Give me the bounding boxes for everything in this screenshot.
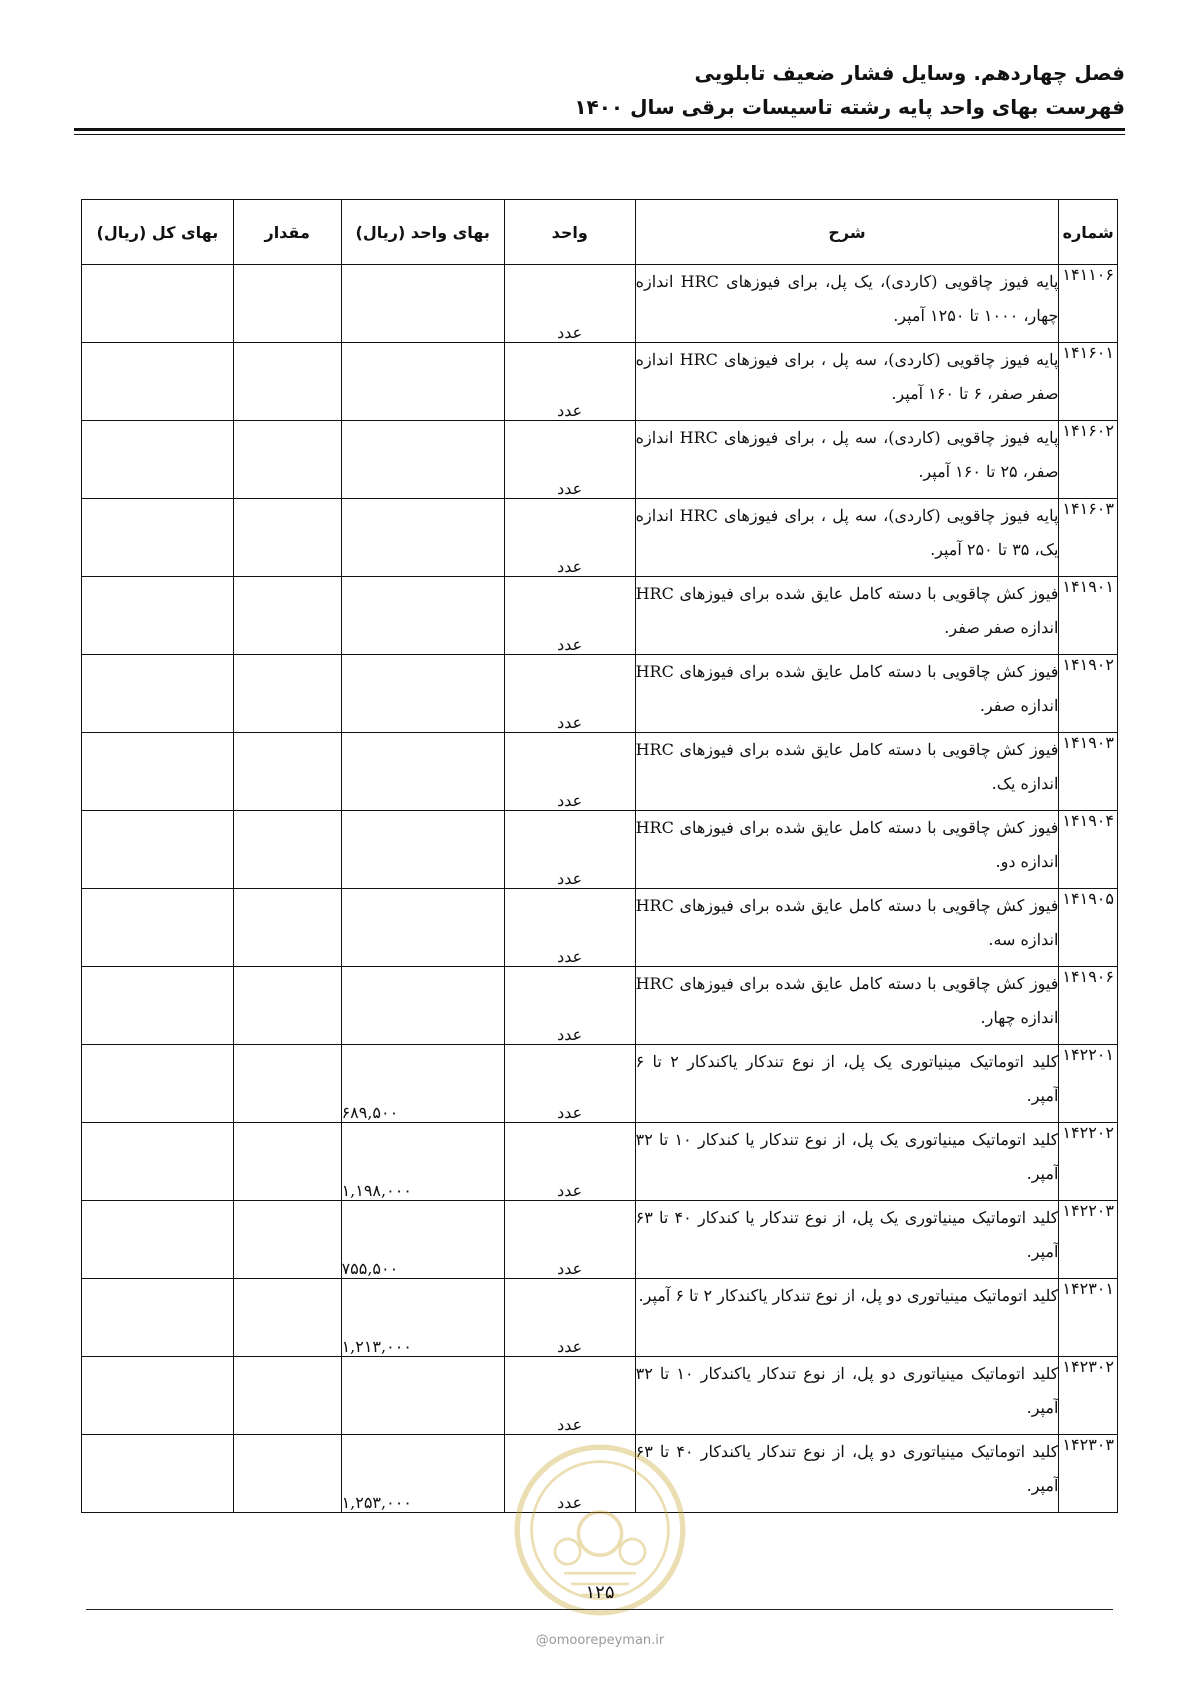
row-code: ۱۴۱۱۰۶ [1059, 265, 1118, 343]
row-code: ۱۴۱۹۰۲ [1059, 655, 1118, 733]
row-description: کلید اتوماتیک مینیاتوری یک پل، از نوع تندکار یا کندکار ۱۰ تا ۳۲ آمپر. [635, 1123, 1059, 1201]
table-row [82, 499, 1118, 577]
row-code: ۱۴۱۶۰۳ [1059, 499, 1118, 577]
row-unit: عدد [504, 1279, 635, 1357]
row-unit-price [341, 343, 504, 421]
row-unit: عدد [504, 733, 635, 811]
row-unit-price: ۷۵۵,۵۰۰ [341, 1201, 504, 1279]
row-total-price [82, 811, 234, 889]
row-total-price [82, 421, 234, 499]
row-description: فیوز کش چاقویی با دسته کامل عایق شده برای فیوزهای HRC اندازه یک. [635, 733, 1059, 811]
row-quantity [233, 655, 341, 733]
price-table [81, 199, 1118, 1513]
header-quantity: مقدار [233, 200, 341, 265]
table-row [82, 1045, 1118, 1123]
row-total-price [82, 889, 234, 967]
row-unit-price [341, 733, 504, 811]
row-code: ۱۴۲۲۰۳ [1059, 1201, 1118, 1279]
document-subtitle: فهرست بهای واحد پایه رشته تاسیسات برقی سال ۱۴۰۰ [574, 95, 1125, 119]
row-total-price [82, 265, 234, 343]
row-description: کلید اتوماتیک مینیاتوری یک پل، از نوع تندکار یا کندکار ۴۰ تا ۶۳ آمپر. [635, 1201, 1059, 1279]
row-description: پایه فیوز چاقویی (کاردی)، سه پل ، برای فیوزهای HRC اندازه یک، ۳۵ تا ۲۵۰ آمپر. [635, 499, 1059, 577]
row-unit-price: ۱,۱۹۸,۰۰۰ [341, 1123, 504, 1201]
row-code: ۱۴۲۳۰۱ [1059, 1279, 1118, 1357]
row-quantity [233, 1045, 341, 1123]
row-description: کلید اتوماتیک مینیاتوری دو پل، از نوع تندکار یاکندکار ۲ تا ۶ آمپر. [635, 1279, 1059, 1357]
row-unit-price [341, 655, 504, 733]
row-description: پایه فیوز چاقویی (کاردی)، سه پل ، برای فیوزهای HRC اندازه صفر صفر، ۶ تا ۱۶۰ آمپر. [635, 343, 1059, 421]
row-total-price [82, 1435, 234, 1513]
row-unit-price [341, 889, 504, 967]
row-quantity [233, 967, 341, 1045]
row-code: ۱۴۲۳۰۳ [1059, 1435, 1118, 1513]
row-unit: عدد [504, 343, 635, 421]
row-unit: عدد [504, 1201, 635, 1279]
footer-rule [86, 1609, 1113, 1610]
row-code: ۱۴۱۶۰۲ [1059, 421, 1118, 499]
row-unit-price [341, 811, 504, 889]
row-total-price [82, 577, 234, 655]
row-code: ۱۴۱۹۰۱ [1059, 577, 1118, 655]
row-quantity [233, 811, 341, 889]
row-unit-price: ۶۸۹,۵۰۰ [341, 1045, 504, 1123]
row-unit-price [341, 577, 504, 655]
table-row [82, 889, 1118, 967]
row-unit: عدد [504, 811, 635, 889]
table-row [82, 265, 1118, 343]
row-quantity [233, 1123, 341, 1201]
table-row [82, 1435, 1118, 1513]
row-total-price [82, 967, 234, 1045]
row-unit: عدد [504, 655, 635, 733]
row-code: ۱۴۱۶۰۱ [1059, 343, 1118, 421]
row-total-price [82, 733, 234, 811]
row-quantity [233, 577, 341, 655]
row-unit-price [341, 967, 504, 1045]
row-unit: عدد [504, 967, 635, 1045]
row-total-price [82, 1045, 234, 1123]
table-row [82, 343, 1118, 421]
row-total-price [82, 499, 234, 577]
row-unit: عدد [504, 265, 635, 343]
header-rule-thick [74, 128, 1125, 131]
row-quantity [233, 1357, 341, 1435]
table-row [82, 1201, 1118, 1279]
row-code: ۱۴۲۲۰۲ [1059, 1123, 1118, 1201]
row-unit-price [341, 1357, 504, 1435]
row-description: فیوز کش چاقویی با دسته کامل عایق شده برای فیوزهای HRC اندازه صفر. [635, 655, 1059, 733]
row-quantity [233, 265, 341, 343]
row-description: فیوز کش چاقویی با دسته کامل عایق شده برای فیوزهای HRC اندازه صفر صفر. [635, 577, 1059, 655]
row-unit-price: ۱,۲۵۳,۰۰۰ [341, 1435, 504, 1513]
row-description: کلید اتوماتیک مینیاتوری دو پل، از نوع تندکار یاکندکار ۱۰ تا ۳۲ آمپر. [635, 1357, 1059, 1435]
row-code: ۱۴۲۳۰۲ [1059, 1357, 1118, 1435]
page-number: ۱۲۵ [585, 1582, 615, 1603]
row-description: کلید اتوماتیک مینیاتوری یک پل، از نوع تندکار یاکندکار ۲ تا ۶ آمپر. [635, 1045, 1059, 1123]
row-unit: عدد [504, 1357, 635, 1435]
row-quantity [233, 499, 341, 577]
row-unit-price [341, 421, 504, 499]
row-quantity [233, 421, 341, 499]
row-code: ۱۴۱۹۰۵ [1059, 889, 1118, 967]
row-code: ۱۴۱۹۰۳ [1059, 733, 1118, 811]
chapter-title: فصل چهاردهم. وسایل فشار ضعیف تابلویی [694, 61, 1125, 85]
header-total-price: بهای کل (ریال) [82, 200, 234, 265]
table-row [82, 733, 1118, 811]
table-row [82, 655, 1118, 733]
row-code: ۱۴۱۹۰۴ [1059, 811, 1118, 889]
row-unit: عدد [504, 1045, 635, 1123]
header-rule-thin [74, 134, 1125, 135]
row-total-price [82, 343, 234, 421]
row-quantity [233, 343, 341, 421]
row-description: پایه فیوز چاقویی (کاردی)، یک پل، برای فیوزهای HRC اندازه چهار، ۱۰۰۰ تا ۱۲۵۰ آمپر. [635, 265, 1059, 343]
row-unit-price [341, 499, 504, 577]
row-unit: عدد [504, 889, 635, 967]
row-unit: عدد [504, 1435, 635, 1513]
row-description: فیوز کش چاقویی با دسته کامل عایق شده برای فیوزهای HRC اندازه چهار. [635, 967, 1059, 1045]
row-unit: عدد [504, 1123, 635, 1201]
row-description: پایه فیوز چاقویی (کاردی)، سه پل ، برای فیوزهای HRC اندازه صفر، ۲۵ تا ۱۶۰ آمپر. [635, 421, 1059, 499]
table-row [82, 1357, 1118, 1435]
header-unit-price: بهای واحد (ریال) [341, 200, 504, 265]
row-unit: عدد [504, 421, 635, 499]
table-row [82, 421, 1118, 499]
row-total-price [82, 1279, 234, 1357]
row-unit: عدد [504, 499, 635, 577]
row-code: ۱۴۲۲۰۱ [1059, 1045, 1118, 1123]
row-code: ۱۴۱۹۰۶ [1059, 967, 1118, 1045]
row-description: فیوز کش چاقویی با دسته کامل عایق شده برای فیوزهای HRC اندازه سه. [635, 889, 1059, 967]
row-unit-price [341, 265, 504, 343]
header-code: شماره [1059, 200, 1118, 265]
header-description: شرح [635, 200, 1059, 265]
table-row [82, 811, 1118, 889]
row-total-price [82, 655, 234, 733]
header-unit: واحد [504, 200, 635, 265]
row-unit: عدد [504, 577, 635, 655]
row-quantity [233, 733, 341, 811]
table-row [82, 1123, 1118, 1201]
website-watermark: @omoorepeyman.ir [535, 1633, 665, 1648]
row-description: کلید اتوماتیک مینیاتوری دو پل، از نوع تندکار یاکندکار ۴۰ تا ۶۳ آمپر. [635, 1435, 1059, 1513]
table-row [82, 577, 1118, 655]
row-total-price [82, 1123, 234, 1201]
page-header [74, 56, 1125, 124]
row-quantity [233, 1279, 341, 1357]
row-description: فیوز کش چاقویی با دسته کامل عایق شده برای فیوزهای HRC اندازه دو. [635, 811, 1059, 889]
table-header-row [82, 200, 1118, 265]
row-quantity [233, 889, 341, 967]
row-unit-price: ۱,۲۱۳,۰۰۰ [341, 1279, 504, 1357]
row-quantity [233, 1201, 341, 1279]
row-total-price [82, 1357, 234, 1435]
row-total-price [82, 1201, 234, 1279]
table-row [82, 1279, 1118, 1357]
table-row [82, 967, 1118, 1045]
table-body [82, 265, 1118, 1513]
row-quantity [233, 1435, 341, 1513]
